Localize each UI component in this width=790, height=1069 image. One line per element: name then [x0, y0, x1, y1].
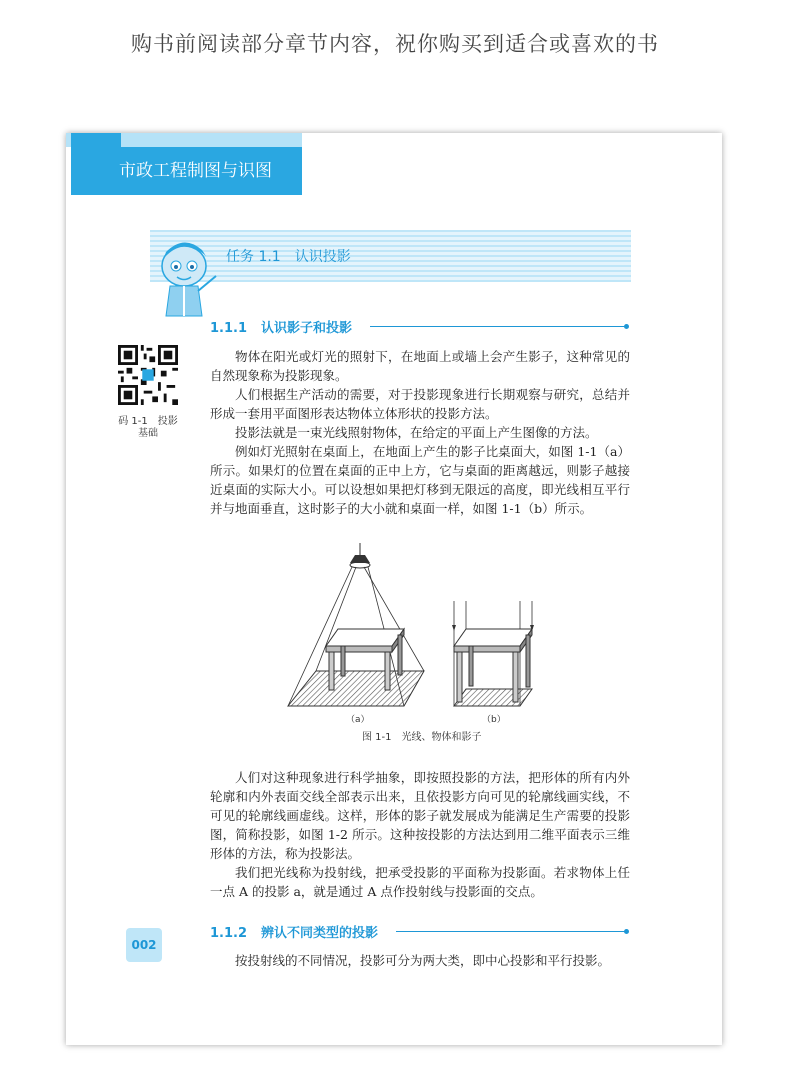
figure-label-a: （a） — [346, 715, 370, 725]
book-title: 市政工程制图与识图 — [71, 147, 302, 195]
section-rule-2 — [396, 931, 626, 932]
section-dot-1 — [624, 324, 629, 329]
banner-text: 购书前阅读部分章节内容，祝你购买到适合或喜欢的书 — [131, 32, 659, 56]
paragraph: 人们对这种现象进行科学抽象，即按照投影的方法，把形体的所有内外轮廓和内外表面交线全部表示出来，且依投影方向可见的轮廓线画实线，不可见的轮廓线画虚线。这样，形体的影子就发展成为能满足生产需要的投影图，简称投影，如图 1-2 所示。这种按投影的方法达到用二维平面表示三维形体的方法，称为投影法。 — [210, 770, 630, 861]
page-number: 002 — [126, 928, 162, 962]
paragraph: 人们根据生产活动的需要，对于投影现象进行长期观察与研究，总结并形成一套用平面图形表达物体立体形状的投影方法。 — [210, 387, 630, 421]
figure-caption: 图 1-1 光线、物体和影子 — [362, 732, 482, 743]
figure-label-b: （b） — [482, 715, 506, 725]
task-title: 任务 1.1 认识投影 — [226, 249, 351, 265]
qr-code-icon — [118, 345, 178, 405]
paragraph: 投影法就是一束光线照射物体，在给定的平面上产生图像的方法。 — [235, 425, 598, 440]
paragraph: 我们把光线称为投射线，把承受投影的平面称为投影面。若求物体上任一点 A 的投影 a，就是通过 A 点作投射线与投影面的交点。 — [210, 865, 630, 899]
figure-light-object-shadow — [286, 541, 576, 726]
paragraph: 例如灯光照射在桌面上，在地面上产生的影子比桌面大，如图 1-1（a）所示。如果灯的位置在桌面的正中上方，它与桌面的距离越远，则影子越接近桌面的实际大小。可以设想如果把灯移到无限远的高度，即光线相互平行并与地面垂直，这时影子的大小就和桌面一样，如图 1-1（b）所示。 — [210, 444, 630, 516]
section-rule-1 — [370, 326, 626, 327]
section-heading-1: 1.1.1 认识影子和投影 — [210, 321, 353, 336]
section-heading-2: 1.1.2 辨认不同类型的投影 — [210, 926, 379, 941]
mascot-icon — [154, 236, 224, 318]
section-dot-2 — [624, 929, 629, 934]
paragraph: 物体在阳光或灯光的照射下，在地面上或墙上会产生影子，这种常见的自然现象称为投影现象。 — [210, 349, 630, 383]
header-accent — [71, 133, 121, 147]
qr-caption: 码 1-1 投影基础 — [118, 416, 178, 439]
book-page — [66, 133, 722, 1045]
paragraph: 按投射线的不同情况，投影可分为两大类，即中心投影和平行投影。 — [235, 953, 611, 968]
